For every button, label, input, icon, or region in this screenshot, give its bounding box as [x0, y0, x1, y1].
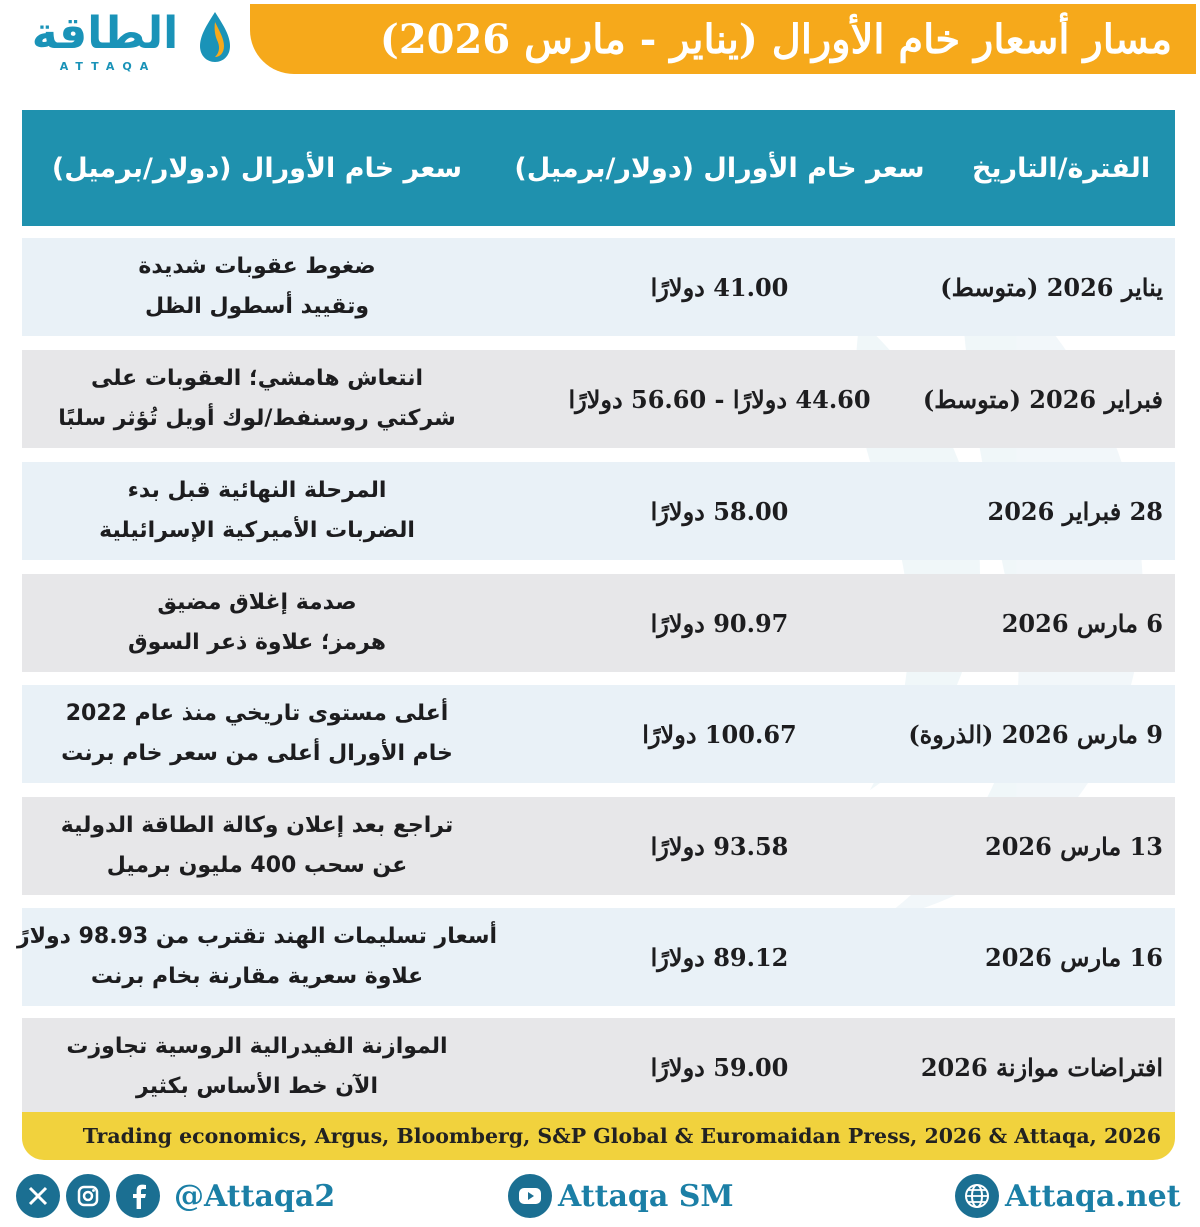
cell-note — [22, 574, 492, 672]
note-line-2: وتقييد أسطول الظل — [144, 294, 370, 319]
cell-note — [22, 462, 492, 560]
cell-price: 58.00 دولارًا — [650, 496, 789, 526]
instagram-icon[interactable] — [66, 1174, 110, 1218]
cell-price: 41.00 دولارًا — [650, 272, 789, 302]
cell-period: 28 فبراير 2026 — [987, 496, 1163, 526]
note-line-1: صدمة إغلاق مضيق — [157, 590, 357, 615]
note-line-1: الموازنة الفيدرالية الروسية تجاوزت — [66, 1034, 448, 1059]
note-line-2: الآن خط الأساس بكثير — [136, 1074, 378, 1099]
cell-price: 90.97 دولارًا — [650, 608, 789, 638]
note-line-1: المرحلة النهائية قبل بدء — [127, 478, 387, 503]
table-row — [22, 462, 1175, 560]
youtube-channel-name: Attaqa SM — [558, 1178, 734, 1214]
cell-price: 44.60 دولارًا - 56.60 دولارًا — [568, 384, 871, 414]
table-row — [22, 685, 1175, 783]
table-row — [16, 908, 1175, 1006]
cell-period: 9 مارس 2026 (الذروة) — [908, 719, 1163, 749]
note-line-1: تراجع بعد إعلان وكالة الطاقة الدولية — [60, 813, 454, 838]
column-header-price: سعر خام الأورال (دولار/برميل) — [514, 152, 925, 184]
table-row — [22, 574, 1175, 672]
cell-period: 13 مارس 2026 — [985, 831, 1163, 861]
social-links — [16, 1170, 335, 1222]
youtube-link[interactable] — [508, 1170, 734, 1222]
cell-price: 59.00 دولارًا — [650, 1052, 789, 1082]
note-line-2: خام الأورال أعلى من سعر خام برنت — [61, 741, 453, 766]
cell-note — [22, 1018, 492, 1116]
note-line-2: عن سحب 400 مليون برميل — [106, 853, 408, 878]
title-band — [250, 4, 1196, 74]
cell-note — [16, 908, 498, 1006]
note-line-2: علاوة سعرية مقارنة بخام برنت — [90, 964, 424, 989]
attaqa-logo — [12, 6, 234, 76]
column-header-period: الفترة/التاريخ — [971, 152, 1151, 184]
cell-note — [22, 797, 492, 895]
table-header — [22, 110, 1175, 226]
logo-arabic-text: الطاقة — [31, 8, 179, 59]
note-line-2: شركتي روسنفط/لوك أويل تُؤثر سلبًا — [58, 406, 456, 431]
cell-price: 89.12 دولارًا — [650, 942, 789, 972]
note-line-1: أعلى مستوى تاريخي منذ عام 2022 — [65, 701, 449, 726]
page-title: مسار أسعار خام الأورال (يناير - مارس 2026) — [379, 15, 1172, 63]
logo-latin-text: ATTAQA — [59, 60, 157, 73]
source-note: Trading economics, Argus, Bloomberg, S&P Global & Euromaidan Press, 2026 & Attaqa, 2026 — [22, 1112, 1175, 1160]
website-link[interactable] — [955, 1170, 1181, 1222]
table-row — [22, 797, 1175, 895]
cell-price: 93.58 دولارًا — [650, 831, 789, 861]
note-line-1: ضغوط عقوبات شديدة — [138, 254, 376, 279]
youtube-icon — [508, 1174, 552, 1218]
column-header-note: سعر خام الأورال (دولار/برميل) — [51, 152, 463, 184]
cell-period: فبراير 2026 (متوسط) — [922, 384, 1163, 414]
cell-note — [22, 685, 492, 783]
cell-period: 16 مارس 2026 — [985, 942, 1163, 972]
facebook-icon[interactable] — [116, 1174, 160, 1218]
cell-period: يناير 2026 (متوسط) — [940, 272, 1163, 302]
website-url: Attaqa.net — [1005, 1178, 1181, 1214]
table-row — [22, 1018, 1175, 1116]
table-row — [22, 238, 1175, 336]
note-line-1: انتعاش هامشي؛ العقوبات على — [90, 366, 424, 391]
note-line-2: هرمز؛ علاوة ذعر السوق — [127, 630, 387, 655]
cell-period: 6 مارس 2026 — [1001, 608, 1163, 638]
table-row — [22, 350, 1175, 448]
x-icon[interactable] — [16, 1174, 60, 1218]
cell-note — [22, 350, 492, 448]
globe-icon — [955, 1174, 999, 1218]
note-line-1: أسعار تسليمات الهند تقترب من 98.93 دولارً — [16, 924, 498, 949]
cell-period: افتراضات موازنة 2026 — [920, 1052, 1163, 1082]
social-handle[interactable]: @Attaqa2 — [174, 1178, 336, 1214]
cell-price: 100.67 دولارًا — [642, 719, 797, 749]
drop-icon — [198, 10, 232, 64]
note-line-2: الضربات الأميركية الإسرائيلية — [99, 518, 415, 543]
cell-note — [22, 238, 492, 336]
